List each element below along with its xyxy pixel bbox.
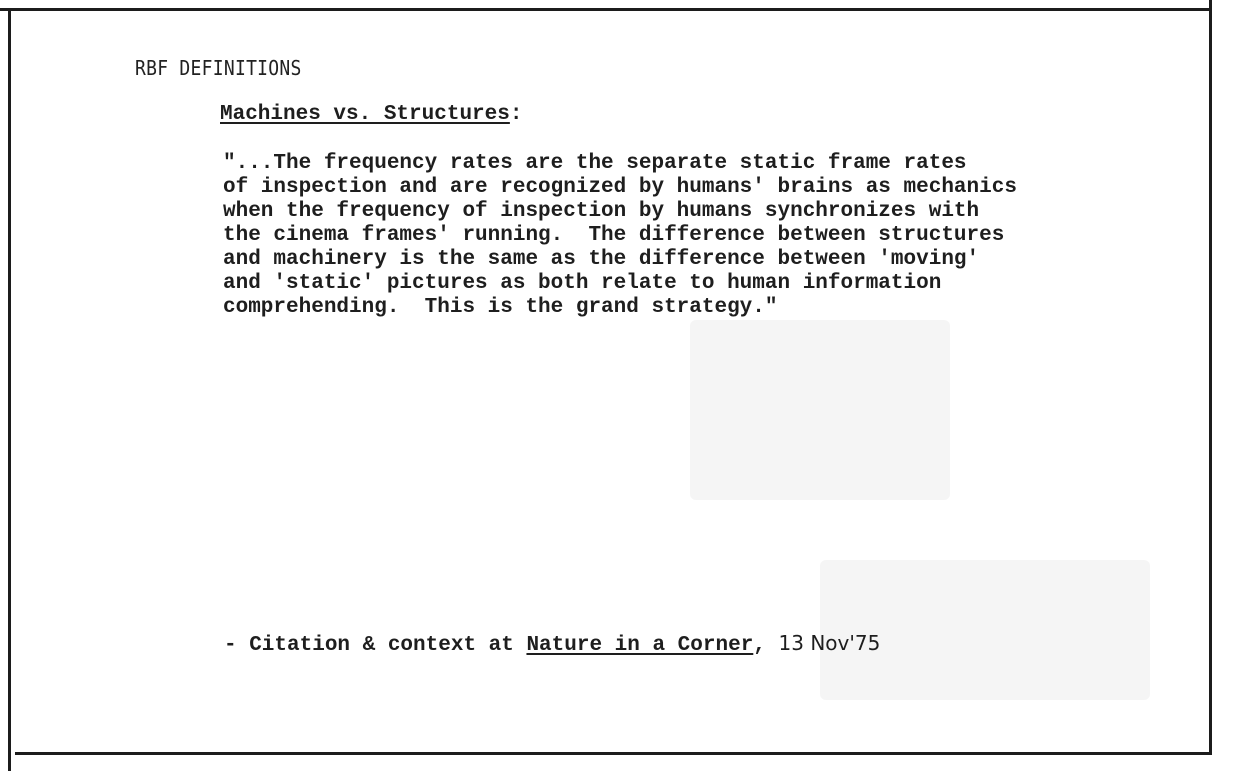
page-title: RBF DEFINITIONS [135, 56, 302, 80]
bleed-through-smudge [690, 320, 950, 500]
citation-line [224, 631, 880, 657]
citation-date: 13 Nov'75 [778, 631, 881, 655]
citation-separator: , [753, 634, 779, 657]
quote-line: when the frequency of inspection by humans synchronizes with [223, 200, 980, 223]
section-subtitle [220, 103, 522, 126]
subtitle-colon: : [509, 103, 523, 126]
bleed-through-smudge [820, 560, 1150, 700]
quote-line: and machinery is the same as the difference between 'moving' [223, 248, 980, 271]
quote-line: comprehending. This is the grand strategy." [223, 296, 778, 319]
quote-block [223, 152, 1183, 320]
quote-line: "...The frequency rates are the separate static frame rates [223, 152, 967, 175]
quote-line: the cinema frames' running. The difference between structures [223, 224, 1005, 247]
citation-source: Nature in a Corner [526, 634, 754, 657]
subtitle-text: Machines vs. Structures [220, 103, 510, 126]
citation-prefix: - Citation & context at [224, 634, 527, 657]
frame-top-border [0, 8, 1212, 11]
quote-line: of inspection and are recognized by humans' brains as mechanics [223, 176, 1017, 199]
frame-right-border [1209, 0, 1212, 752]
frame-bottom-border [15, 752, 1212, 755]
frame-left-border [8, 8, 11, 771]
quote-line: and 'static' pictures as both relate to human information [223, 272, 942, 295]
